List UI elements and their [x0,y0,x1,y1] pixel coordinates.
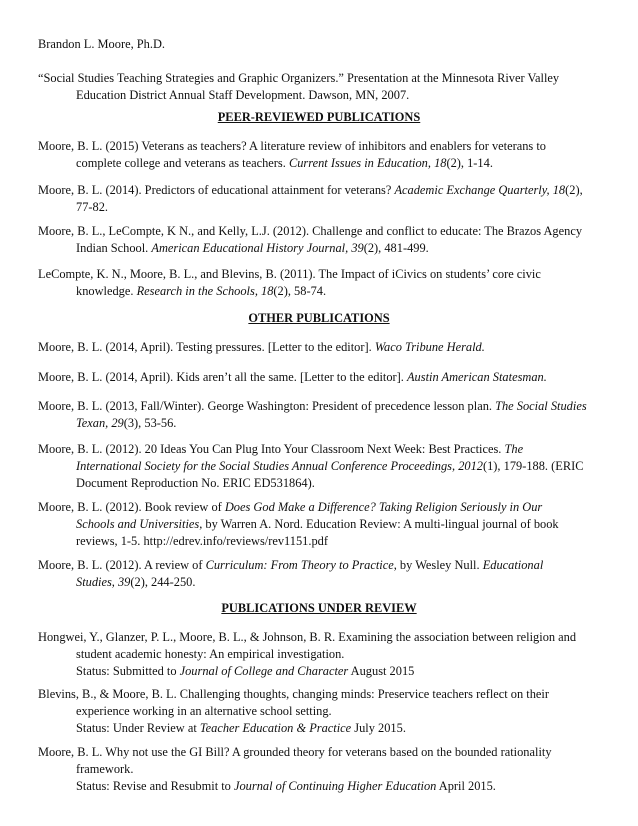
peer-entry-4: LeCompte, K. N., Moore, B. L., and Blevins, B. (2011). The Impact of iCivics on students’ core civic knowledge. Research in the Schools, 18(2), 58-74. [38,267,541,298]
other-entry-1: Moore, B. L. (2014, April). Testing pressures. [Letter to the editor]. Waco Tribune Herald. [38,340,485,354]
author-header: Brandon L. Moore, Ph.D. [38,37,165,51]
peer-entry-2: Moore, B. L. (2014). Predictors of educational attainment for veterans? Academic Exchange Quarterly, 18(2), 77-82. [38,183,583,214]
review-entry-2: Blevins, B., & Moore, B. L. Challenging thoughts, changing minds: Preservice teachers reflect on their experience working in an alternative school setting. Status: Under Review at Teacher Education & Practice July 2015. [38,687,550,735]
other-entry-3: Moore, B. L. (2013, Fall/Winter). George Washington: President of precedence lesson plan. The Social Studies Texan, 29(3), 53-56. [38,399,587,430]
other-entry-6: Moore, B. L. (2012). A review of Curriculum: From Theory to Practice, by Wesley Null. Educational Studies, 39(2), 244-250. [38,558,544,589]
heading-peer-reviewed: PEER-REVIEWED PUBLICATIONS [217,110,421,124]
other-entry-5: Moore, B. L. (2012). Book review of Does God Make a Difference? Taking Religion Seriously in Our Schools and Universities, by Warren A. Nord. Education Review: A multi-lingual journal of book reviews, 1-5. http://edrev.info/reviews/rev1151.pdf [38,499,598,550]
review-link[interactable]: reviews, 1-5. http://edrev.info/reviews/rev1151.pdf [76,534,328,548]
review-entry-1: Hongwei, Y., Glanzer, P. L., Moore, B. L., & Johnson, B. R. Examining the association between religion and student academic honesty: An empirical investigation. Status: Submitted to Journal of College and Character August 2015 [38,630,577,678]
heading-other-publications: OTHER PUBLICATIONS [248,311,390,325]
other-entry-2: Moore, B. L. (2014, April). Kids aren’t all the same. [Letter to the editor]. Austin American Statesman. [38,370,547,384]
other-entry-4: Moore, B. L. (2012). 20 Ideas You Can Plug Into Your Classroom Next Week: Best Practices. The International Society for the Social Studies Annual Conference Proceedings, 2012(1), 179-188. (ERIC Document Reproduction No. ERIC ED531864). [38,442,584,490]
review-entry-3: Moore, B. L. Why not use the GI Bill? A grounded theory for veterans based on the bounded rationality framework. Status: Revise and Resubmit to Journal of Continuing Higher Education April 2015. [38,745,552,793]
peer-entry-3: Moore, B. L., LeCompte, K N., and Kelly, L.J. (2012). Challenge and conflict to educate: The Brazos Agency Indian School. American Educational History Journal, 39(2), 481-499. [38,224,583,255]
heading-under-review: PUBLICATIONS UNDER REVIEW [221,601,417,615]
presentation-entry: “Social Studies Teaching Strategies and Graphic Organizers.” Presentation at the Minnesota River Valley Education District Annual Staff Development. Dawson, MN, 2007. [38,71,560,102]
peer-entry-1: Moore, B. L. (2015) Veterans as teachers? A literature review of inhibitors and enablers for veterans to complete college and veterans as teachers. Current Issues in Education, 18(2), 1-14. [38,139,546,170]
